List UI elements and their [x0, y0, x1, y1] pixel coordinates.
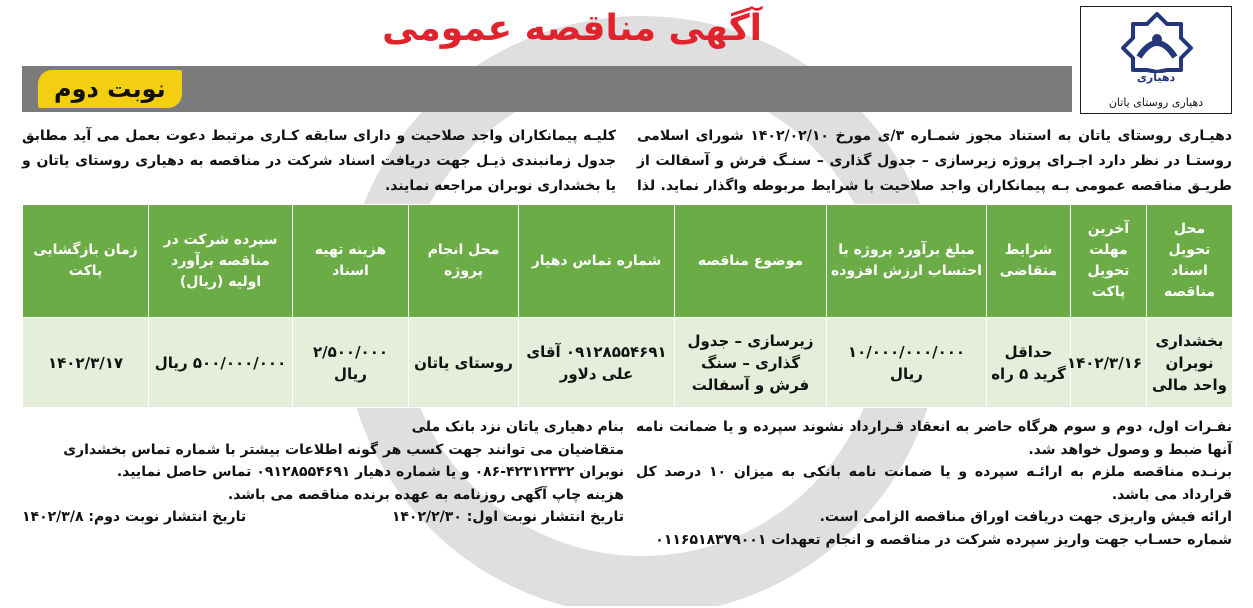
header-subject: موضوع مناقصه [675, 205, 827, 318]
publication-dates [22, 506, 624, 529]
organization-logo [1080, 6, 1232, 114]
condition-item: ارائه فیش واریزی جهت دریافت اوراق مناقصه الزامی است. [819, 509, 1232, 525]
intro-paragraph-right: دهیـاری روستای یاتان به استناد مجوز شمـاره ۳/ی مورخ ۱۴۰۲/۰۲/۱۰ شورای اسلامی روستـا در نظر دارد اجـرای پروژه زیرسازی – جدول گذاری – سنـگ فرش و آسفالت از طریـق مناقصه عمومی بـه پیمانکاران واجد صلاحیت با شرایط مربوطه واگذار نماید. لذا [637, 128, 1233, 194]
tender-schedule-table [22, 204, 1233, 408]
round-badge: نوبت دوم [38, 70, 182, 108]
header-opening-time: زمان بازگشایی پاکت [23, 205, 149, 318]
notice-title: آگهی مناقصه عمومی [382, 8, 762, 49]
table-row [23, 318, 1233, 408]
cell-deadline: ۱۴۰۲/۳/۱۶ [1071, 318, 1147, 408]
condition-item: شماره حسـاب جهت واریز سپرده شرکت در مناقصه و انجام تعهدات ۰۱۱۶۵۱۸۳۷۹۰۰۱ [655, 531, 1232, 548]
first-publication-date: تاریخ انتشار نوبت اول: ۱۴۰۲/۲/۳۰ [391, 509, 624, 525]
header-requirements: شرایط متقاضی [987, 205, 1071, 318]
second-publication-date: تاریخ انتشار نوبت دوم: ۱۴۰۲/۳/۸ [22, 509, 247, 525]
header-deposit: سپرده شرکت در مناقصه برآورد اولیه (ریال) [149, 205, 293, 318]
cell-deposit: ۵۰۰/۰۰۰/۰۰۰ ریال [149, 318, 293, 408]
header-document-cost: هزینه تهیه اسناد [293, 205, 409, 318]
header-project-location: محل انجام پروژه [409, 205, 519, 318]
header-delivery-place: محل تحویل اسناد مناقصه [1147, 205, 1233, 318]
advertisement-cost-note: هزینه چاپ آگهی روزنامه به عهده برنده مناقصه می باشد. [227, 486, 624, 503]
condition-item: برنـده مناقصه ملزم به ارائـه سپرده و یا ضمانت نامه بانکی به میزان ۱۰ درصد کل قرارداد می باشد. [636, 464, 1232, 503]
cell-project-location: روستای یاتان [409, 318, 519, 408]
cell-delivery-place: بخشداری نوبران واحد مالی [1147, 318, 1233, 408]
bank-account-holder: بنام دهیاری یاتان نزد بانک ملی [411, 419, 624, 435]
contact-info: متقاضیان می توانند جهت کسب هر گونه اطلاعات بیشتر با شماره تماس بخشداری نوبران ۴۲۳۱۲۳۳۲-۰۸۶ و یا شماره دهیار ۰۹۱۲۸۵۵۴۶۹۱ تماس حاصل نمایید. [63, 441, 624, 480]
conditions-block [636, 416, 1232, 551]
logo-caption: دهیاری روستای یاتان [1108, 96, 1204, 109]
cell-document-cost: ۲/۵۰۰/۰۰۰ ریال [293, 318, 409, 408]
header-estimated-amount: مبلغ برآورد پروژه با احتساب ارزش افزوده [827, 205, 987, 318]
info-block [22, 416, 624, 529]
condition-item: نفـرات اول، دوم و سوم هرگاه حاضر به انعقاد قـرارداد نشوند سپرده و یا ضمانت نامه آنها ضبط و وصول خواهد شد. [636, 419, 1232, 458]
logo-small-text: دهیاری [1136, 71, 1176, 84]
header-band [22, 66, 1072, 112]
cell-opening-time: ۱۴۰۲/۳/۱۷ [23, 318, 149, 408]
header-deadline: آخرین مهلت تحویل پاکت [1071, 205, 1147, 318]
intro-paragraph-left: کلیـه پیمانکاران واجد صلاحیت و دارای سابقه کـاری مرتبط دعوت بعمل می آید مطابق جدول زمانبندی ذیـل جهت دریافت اسناد شرکت در مناقصه به دهیاری روستای یاتان و یا بخشداری نوبران مراجعه نمایند. [22, 128, 616, 194]
table-header-row [23, 205, 1233, 318]
cell-requirements: حداقل گرید ۵ راه [987, 318, 1071, 408]
village-emblem-icon [1115, 11, 1199, 73]
cell-estimated-amount: ۱۰/۰۰۰/۰۰۰/۰۰۰ ریال [827, 318, 987, 408]
header-contact-number: شماره تماس دهیار [519, 205, 675, 318]
tender-notice [22, 6, 1232, 602]
cell-contact-number: ۰۹۱۲۸۵۵۴۶۹۱ آقای علی دلاور [519, 318, 675, 408]
cell-subject: زیرسازی – جدول گذاری – سنگ فرش و آسفالت [675, 318, 827, 408]
